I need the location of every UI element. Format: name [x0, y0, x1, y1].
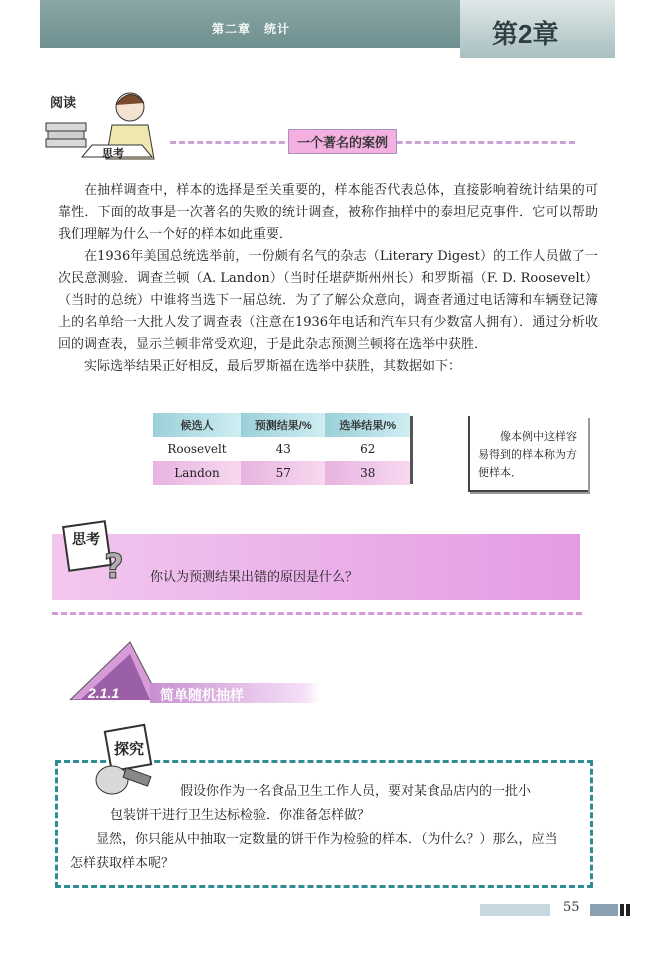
results-table — [153, 413, 410, 481]
table-cell: 57 — [241, 461, 325, 485]
case-label: 一个著名的案例 — [288, 129, 397, 154]
table-header-actual: 选举结果/% — [325, 413, 410, 437]
explore-line-2: 包装饼干进行卫生达标检验．你准备怎样做？ — [110, 808, 371, 823]
paragraph-1: 在抽样调查中，样本的选择是至关重要的，样本能否代表总体，直接影响着统计结果的可靠性．下面的故事是一次著名的失败的统计调查，被称作抽样中的泰坦尼克事件．它可以帮助我们理解为什么一个好的样本如此重要． — [58, 183, 598, 242]
paragraph-2: 在1936年美国总统选举前，一份颇有名气的杂志（Literary Digest）的工作人员做了一次民意测验．调查兰顿（A. Landon）（当时任堪萨斯州州长）和罗斯福（F. D. Roosevelt）（当时的总统）中谁将当选下一届总统．为了了解公众意向，调查者通过电话簿和车辆登记簿上的名单给一大批人发了调查表（注意在1936年电话和汽车只有少数富人拥有）．通过分析收回的调查表，显示兰顿非常受欢迎，于是此杂志预测兰顿将在选举中获胜． — [58, 249, 598, 352]
table-row — [153, 461, 410, 485]
explore-text — [70, 780, 575, 876]
table-cell: Roosevelt — [153, 437, 241, 461]
svg-text:?: ? — [104, 547, 124, 586]
think-question: 你认为预测结果出错的原因是什么？ — [150, 570, 359, 585]
svg-text:阅读: 阅读 — [50, 96, 77, 111]
chapter-header-title: 第二章 统计 — [212, 22, 291, 36]
table-cell: Landon — [153, 461, 241, 485]
chapter-badge-text: 第2章 — [492, 19, 559, 49]
section-number: 2.1.1 — [88, 685, 120, 701]
explore-line-3: 显然，你只能从中抽取一定数量的饼干作为检验的样本．（为什么？）那么，应当 — [96, 832, 558, 847]
svg-text:思考: 思考 — [102, 147, 124, 160]
think-question-icon — [62, 516, 132, 586]
table-cell: 38 — [325, 461, 410, 485]
reading-thinking-illustration — [42, 85, 162, 165]
paragraph-3: 实际选举结果正好相反，最后罗斯福在选举中获胜，其数据如下： — [84, 359, 462, 374]
table-header-predicted: 预测结果/% — [241, 413, 325, 437]
table-header-candidate: 候选人 — [153, 413, 241, 437]
table-cell: 62 — [325, 437, 410, 461]
table-cell: 43 — [241, 437, 325, 461]
side-note-text: 像本例中这样容易得到的样本称为方便样本． — [478, 430, 577, 479]
explore-line-4: 怎样获取样本呢？ — [70, 856, 175, 871]
section-title: 简单随机抽样 — [160, 687, 244, 703]
body-text — [58, 180, 598, 378]
chapter-badge — [460, 0, 615, 58]
think-icon-text: 思考 — [72, 532, 100, 548]
explore-icon-text: 探究 — [114, 740, 145, 758]
explore-line-1: 假设你作为一名食品卫生工作人员，要对某食品店内的一批小 — [180, 784, 532, 799]
footer-decoration — [480, 904, 630, 916]
table-row — [153, 437, 410, 461]
page-number: 55 — [563, 900, 580, 915]
think-divider-dashes — [52, 612, 582, 615]
